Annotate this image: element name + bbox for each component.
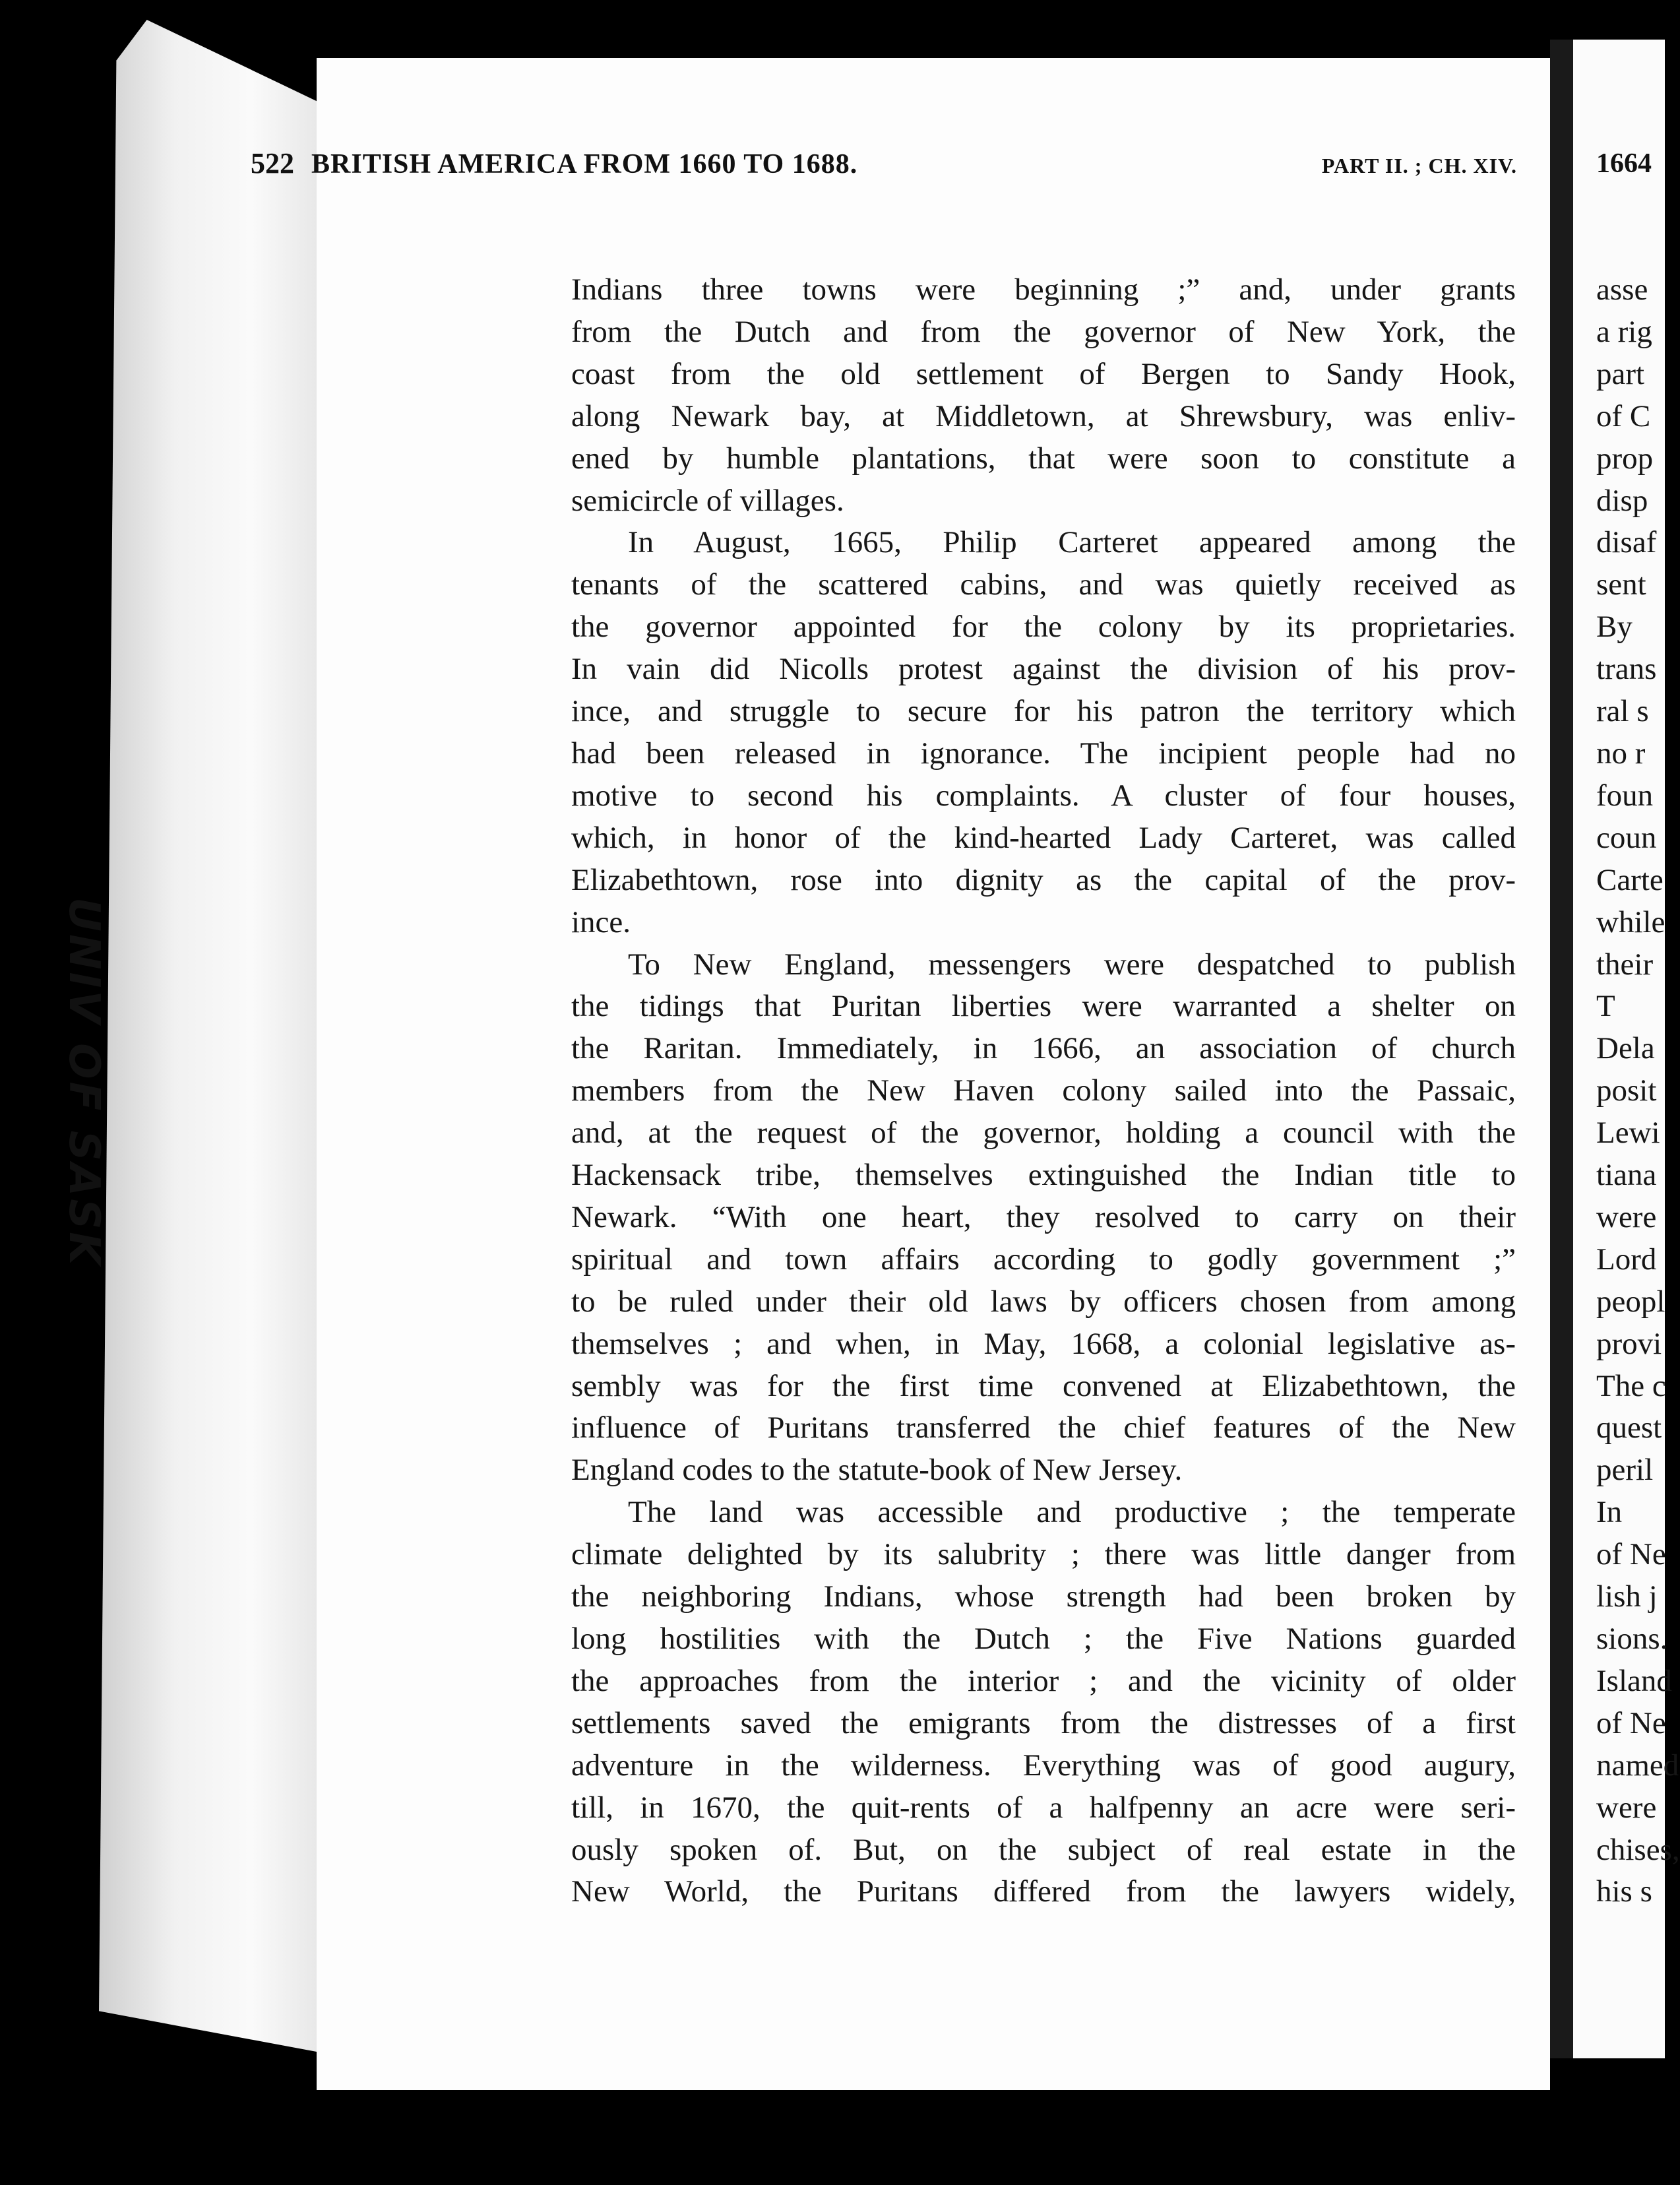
text-line: and, at the request of the governor, holding a council with the [571, 1116, 1516, 1151]
facing-text-line: trans [1596, 652, 1657, 687]
text-line: the Raritan. Immediately, in 1666, an association of church [571, 1031, 1516, 1066]
facing-text-line: while [1596, 904, 1665, 939]
facing-text-line: their [1596, 947, 1654, 982]
text-line: spiritual and town affairs according to godly government ;” [571, 1242, 1516, 1277]
text-line: members from the New Haven colony sailed into the Passaic, [571, 1073, 1516, 1108]
text-line: the approaches from the interior ; and the vicinity of older [571, 1663, 1516, 1698]
facing-text-line: By [1596, 610, 1633, 645]
text-line: the governor appointed for the colony by its proprietaries. [571, 610, 1516, 645]
text-line: ince. [571, 904, 631, 939]
page-edges [99, 20, 317, 2052]
facing-page-header: 1664 [1596, 148, 1652, 179]
facing-text-line: Lewi [1596, 1116, 1660, 1151]
facing-text-line: Lord [1596, 1242, 1657, 1277]
running-header [251, 146, 1517, 180]
text-line: To New England, messengers were despatched to publish [628, 947, 1516, 982]
text-line: sembly was for the first time convened at Elizabethtown, the [571, 1368, 1516, 1403]
library-stamp: UNIV OF SASK [59, 897, 108, 1267]
facing-text-line: Island [1596, 1663, 1672, 1698]
facing-text-line: were [1596, 1790, 1657, 1825]
facing-text-line: of Ne [1596, 1537, 1666, 1572]
facing-text-line: named [1596, 1748, 1679, 1783]
text-line: ened by humble plantations, that were soon to constitute a [571, 441, 1516, 476]
facing-text-line: posit [1596, 1073, 1657, 1108]
text-line: New World, the Puritans differed from the lawyers widely, [571, 1874, 1516, 1909]
text-line: ince, and struggle to secure for his patron the territory which [571, 694, 1516, 729]
text-line: coast from the old settlement of Bergen to Sandy Hook, [571, 356, 1516, 391]
text-line: In August, 1665, Philip Carteret appeared among the [628, 525, 1516, 560]
text-line: had been released in ignorance. The incipient people had no [571, 736, 1516, 771]
facing-text-line: sions. [1596, 1622, 1668, 1656]
text-line: till, in 1670, the quit-rents of a halfpenny an acre were seri- [571, 1790, 1516, 1825]
facing-text-line: peril [1596, 1453, 1654, 1488]
text-line: semicircle of villages. [571, 483, 844, 518]
facing-text-line: part [1596, 356, 1645, 391]
facing-text-line: Carte [1596, 862, 1664, 897]
text-line: Elizabethtown, rose into dignity as the capital of the prov- [571, 862, 1516, 897]
facing-text-line: The c [1596, 1368, 1666, 1403]
text-line: England codes to the statute-book of New Jersey. [571, 1453, 1183, 1488]
facing-text-line: asse [1596, 272, 1648, 307]
text-line: the tidings that Puritan liberties were warranted a shelter on [571, 989, 1516, 1024]
text-line: Hackensack tribe, themselves extinguished the Indian title to [571, 1158, 1516, 1193]
facing-text-line: of Ne [1596, 1705, 1666, 1740]
facing-text-line: a rig [1596, 314, 1652, 349]
facing-text-line: foun [1596, 778, 1654, 813]
facing-text-line: sent [1596, 567, 1646, 602]
facing-text-line: disp [1596, 483, 1648, 518]
facing-text-line: disaf [1596, 525, 1657, 560]
facing-page-text [1596, 269, 1680, 1913]
text-line: Newark. “With one heart, they resolved to carry on their [571, 1199, 1516, 1234]
text-line: themselves ; and when, in May, 1668, a colonial legislative as- [571, 1326, 1516, 1361]
text-line: tenants of the scattered cabins, and was quietly received as [571, 567, 1516, 602]
text-line: influence of Puritans transferred the chief features of the New [571, 1410, 1516, 1445]
facing-text-line: no r [1596, 736, 1646, 771]
text-line: Indians three towns were beginning ;” and, under grants [571, 272, 1516, 307]
facing-text-line: T [1596, 989, 1615, 1024]
body-text [571, 269, 1516, 1913]
chapter-reference: PART II. ; CH. XIV. [1321, 154, 1517, 177]
text-line: the neighboring Indians, whose strength had been broken by [571, 1579, 1516, 1614]
text-line: The land was accessible and productive ; the temperate [628, 1495, 1516, 1530]
facing-text-line: his s [1596, 1874, 1652, 1909]
facing-text-line: peopl [1596, 1284, 1665, 1319]
text-line: settlements saved the emigrants from the distresses of a first [571, 1705, 1516, 1740]
text-line: climate delighted by its salubrity ; there was little danger from [571, 1537, 1516, 1572]
facing-text-line: lish j [1596, 1579, 1658, 1614]
text-line: to be ruled under their old laws by officers chosen from among [571, 1284, 1516, 1319]
facing-text-line: quest [1596, 1410, 1662, 1445]
facing-text-line: Dela [1596, 1031, 1655, 1066]
facing-text-line: In [1596, 1495, 1623, 1530]
facing-text-line: of C [1596, 398, 1651, 433]
facing-text-line: ral s [1596, 694, 1649, 729]
page-number: 522 [251, 147, 294, 179]
text-line: adventure in the wilderness. Everything was of good augury, [571, 1748, 1516, 1783]
facing-text-line: provi [1596, 1326, 1662, 1361]
facing-text-line: were [1596, 1199, 1657, 1234]
text-line: from the Dutch and from the governor of New York, the [571, 314, 1516, 349]
facing-text-line: coun [1596, 820, 1657, 855]
text-line: along Newark bay, at Middletown, at Shrewsbury, was enliv- [571, 398, 1516, 433]
text-line: ously spoken of. But, on the subject of real estate in the [571, 1832, 1516, 1867]
facing-text-line: tiana [1596, 1158, 1657, 1193]
book-gutter [1550, 40, 1573, 2058]
facing-text-line: prop [1596, 441, 1654, 476]
facing-text-line: chises, [1596, 1832, 1680, 1867]
text-line: long hostilities with the Dutch ; the Five Nations guarded [571, 1622, 1516, 1656]
text-line: In vain did Nicolls protest against the division of his prov- [571, 652, 1516, 687]
text-line: motive to second his complaints. A cluster of four houses, [571, 778, 1516, 813]
text-line: which, in honor of the kind-hearted Lady Carteret, was called [571, 820, 1516, 855]
running-title: BRITISH AMERICA FROM 1660 TO 1688. [311, 149, 858, 179]
